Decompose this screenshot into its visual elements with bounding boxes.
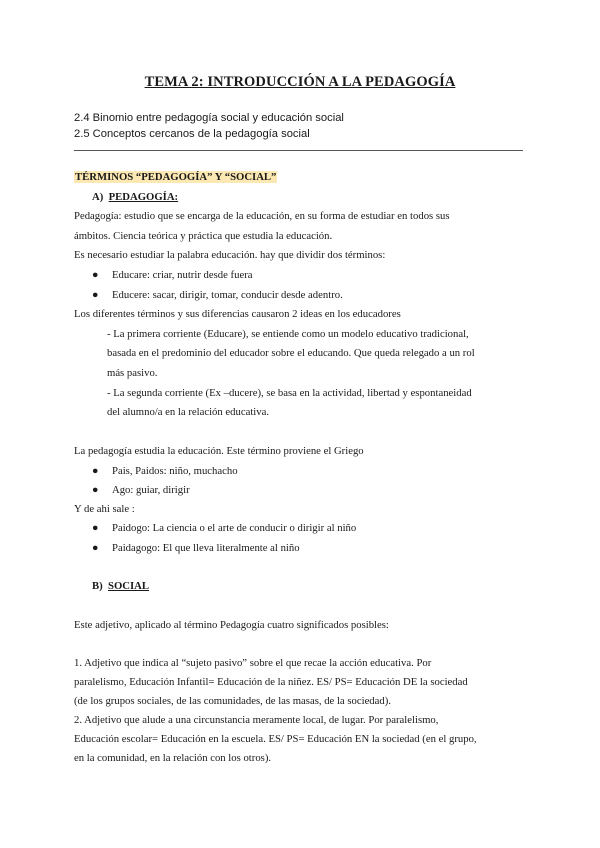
- paragraph: Es necesario estudiar la palabra educación. hay que dividir dos términos:: [74, 249, 386, 261]
- section-a-label: PEDAGOGÍA:: [108, 191, 179, 203]
- section-a-marker: A): [92, 191, 104, 203]
- bullet-icon: ●: [92, 542, 99, 554]
- bullet-icon: ●: [92, 269, 99, 281]
- paragraph: ámbitos. Ciencia teórica y práctica que estudia la educación.: [74, 230, 333, 242]
- paragraph: 1. Adjetivo que indica al “sujeto pasivo” sobre el que recae la acción educativa. Por: [74, 657, 432, 669]
- paragraph: Este adjetivo, aplicado al término Pedagogía cuatro significados posibles:: [74, 619, 389, 631]
- bullet-icon: ●: [92, 289, 99, 301]
- section-b-heading: [92, 577, 149, 597]
- horizontal-divider: [74, 150, 523, 151]
- paragraph: más pasivo.: [107, 367, 158, 379]
- paragraph: del alumno/a en la relación educativa.: [107, 406, 270, 418]
- paragraph: basada en el predominio del educador sobre el educando. Que queda relegado a un rol: [107, 347, 475, 359]
- document-page: TEMA 2: INTRODUCCIÓN A LA PEDAGOGÍA 2.4 Binomio entre pedagogía social y educación social 2.5 Conceptos cercanos de la pedagogía social TÉRMINOS “PEDAGOGÍA” Y “SOCIAL” A) PEDAGOGÍA: Pedagogía: estudio que se encarga de la educación, en su forma de estudiar en todos sus ámbitos. Ciencia teórica y práctica que estudia la educación. Es necesario estudiar la palabra educación. hay que dividir dos términos: ● Educare: criar, nutrir desde fuera ● Educere: sacar, dirigir, tomar, conducir desde adentro. Los diferentes términos y sus diferencias causaron 2 ideas en los educadores - La primera corriente (Educare), se entiende como un modelo educativo tradicional, basada en el predominio del educador sobre el educando. Que queda relegado a un rol más pasivo. - La segunda corriente (Ex –ducere), se basa en la actividad, libertad y espontaneidad del alumno/a en la relación educativa. La pedagogía estudia la educación. Este término proviene el Griego ● Pais, Paidos: niño, muchacho ● Ago: guiar, dirigir Y de ahi sale : ● Paidogo: La ciencia o el arte de conducir o dirigir al niño ● Paidagogo: El que lleva literalmente al niño B) SOCIAL Este adjetivo, aplicado al término Pedagogía cuatro significados posibles: 1. Adjetivo que indica al “sujeto pasivo” sobre el que recae la acción educativa. Por paralelismo, Educación Infantil= Educación de la niñez. ES/ PS= Educación DE la sociedad (de los grupos sociales, de las comunidades, de las masas, de la sociedad). 2. Adjetivo que alude a una circunstancia meramente local, de lugar. Por paralelismo, Educación escolar= Educación en la escuela. ES/ PS= Educación EN la sociedad (en el grupo, en la comunidad, en la relación con los otros).: [0, 0, 600, 848]
- paragraph: La pedagogía estudia la educación. Este término proviene el Griego: [74, 445, 364, 457]
- section-b-marker: B): [92, 580, 103, 592]
- terms-heading: TÉRMINOS “PEDAGOGÍA” Y “SOCIAL”: [75, 171, 277, 183]
- section-a-heading: [92, 188, 178, 208]
- paragraph: Y de ahi sale :: [74, 503, 135, 515]
- subtopic-item: 2.4 Binomio entre pedagogía social y educación social: [74, 112, 344, 124]
- subtopic-item: 2.5 Conceptos cercanos de la pedagogía social: [74, 127, 310, 140]
- paragraph: - La primera corriente (Educare), se entiende como un modelo educativo tradicional,: [107, 328, 469, 340]
- subtopics-list: [74, 111, 344, 142]
- paragraph: - La segunda corriente (Ex –ducere), se basa en la actividad, libertad y espontaneidad: [107, 387, 472, 399]
- paragraph: paralelismo, Educación Infantil= Educación de la niñez. ES/ PS= Educación DE la sociedad: [74, 676, 468, 688]
- paragraph: Educación escolar= Educación en la escuela. ES/ PS= Educación EN la sociedad (en el grupo,: [74, 733, 477, 745]
- paragraph: 2. Adjetivo que alude a una circunstancia meramente local, de lugar. Por paralelismo,: [74, 714, 439, 726]
- bullet-icon: ●: [92, 465, 99, 477]
- bullet-icon: ●: [92, 484, 99, 496]
- bullet-icon: ●: [92, 522, 99, 534]
- paragraph: en la comunidad, en la relación con los otros).: [74, 752, 272, 764]
- page-title: TEMA 2: INTRODUCCIÓN A LA PEDAGOGÍA: [144, 74, 456, 90]
- paragraph: Los diferentes términos y sus diferencias causaron 2 ideas en los educadores: [74, 308, 401, 320]
- section-b-label: SOCIAL: [108, 580, 150, 592]
- paragraph: (de los grupos sociales, de las comunidades, de las masas, de la sociedad).: [74, 695, 391, 707]
- paragraph: Pedagogía: estudio que se encarga de la educación, en su forma de estudiar en todos sus: [74, 210, 450, 222]
